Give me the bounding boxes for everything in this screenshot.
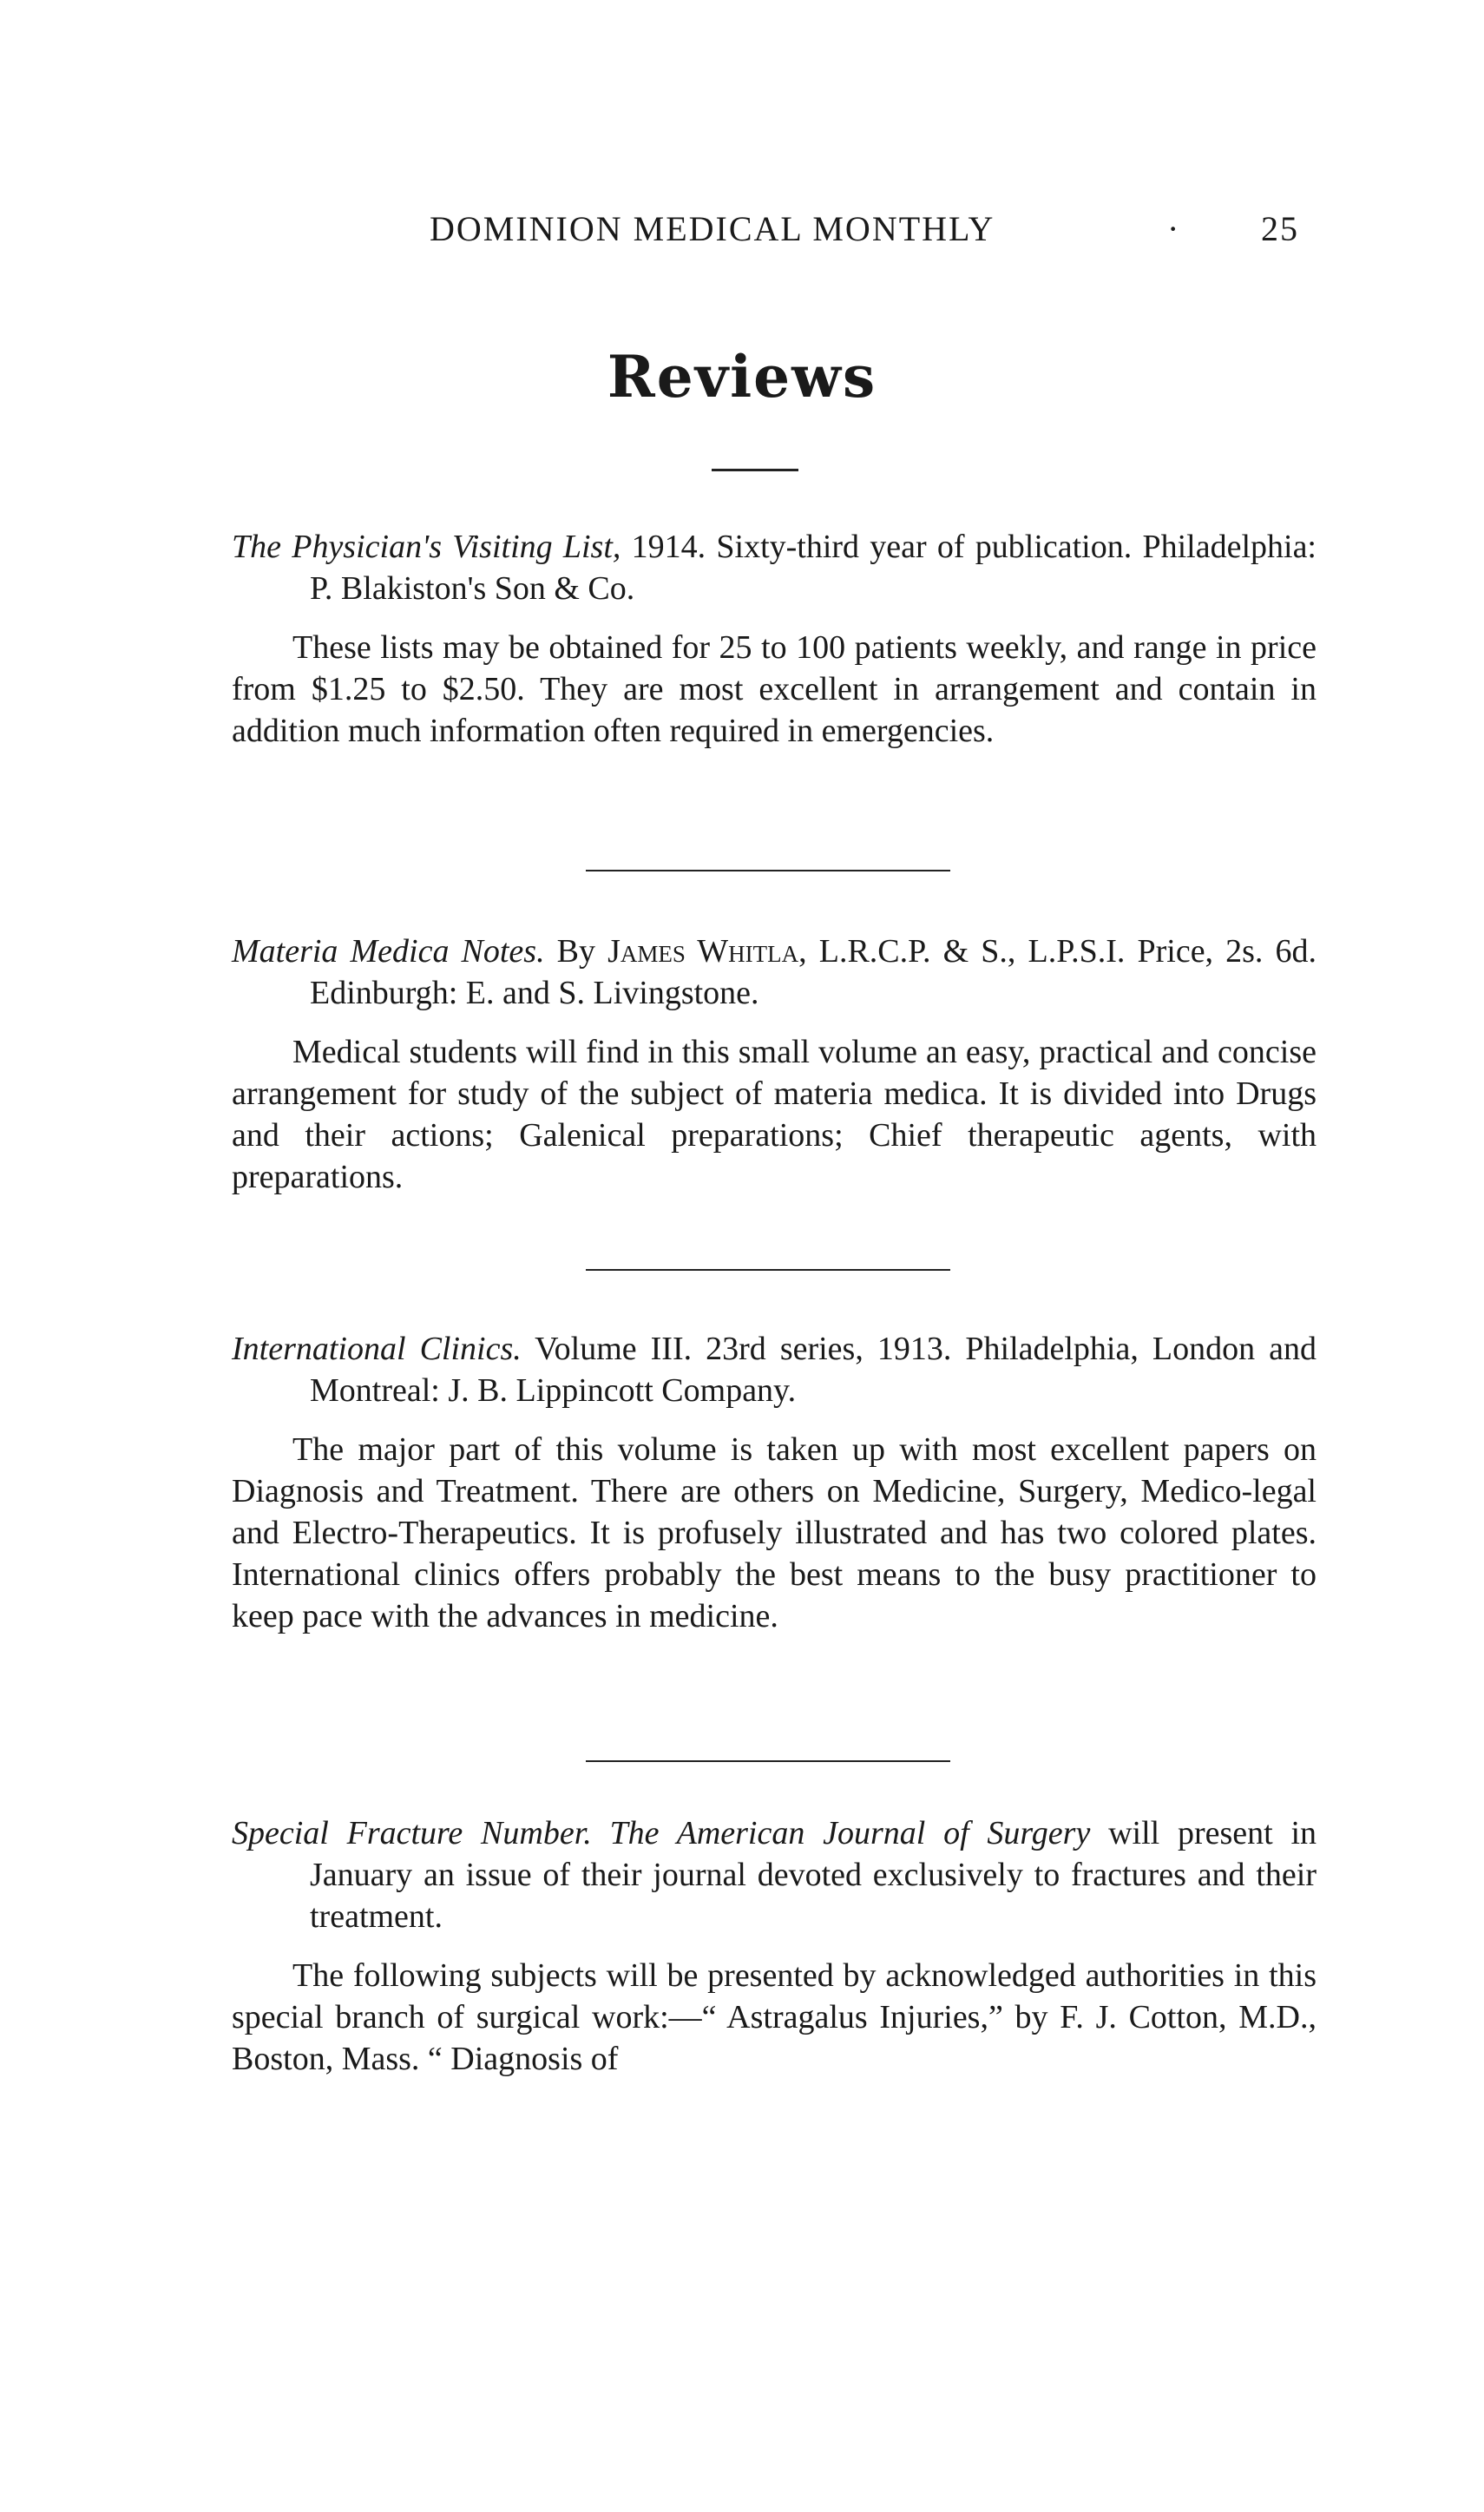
citation-details: will present in January an issue of their journal devoted exclusively to fractures and their treatment. bbox=[310, 1815, 1317, 1935]
review-body: The major part of this volume is taken up with most excellent papers on Diagnosis and Treatment. There are others on Medicine, Surgery, Medico-legal and Electro-Therapeutics. It is profusely illustrated and has two colored plates. International clinics offers probably the best means to the busy practitioner to keep pace with the advances in medicine. bbox=[232, 1431, 1317, 1634]
review-entry bbox=[232, 1812, 1317, 2080]
journal-title: The American Journal of Surgery bbox=[609, 1815, 1091, 1851]
review-divider bbox=[586, 1760, 950, 1762]
review-citation bbox=[232, 1328, 1317, 1411]
author-name: James Whitla, bbox=[607, 933, 807, 970]
citation-details: L.R.C.P. & S., L.P.S.I. Price, 2s. 6d. Edinburgh: E. and S. Livingstone. bbox=[310, 933, 1317, 1011]
section-title: Reviews bbox=[607, 343, 877, 411]
running-title: DOMINION MEDICAL MONTHLY bbox=[430, 209, 995, 248]
header-separator: · bbox=[1167, 209, 1181, 248]
review-body: Medical students will find in this small volume an easy, practical and concise arrangement for study of the subject of materia medica. It is divided into Drugs and their actions; Galenical preparations; Chief therapeutic agents, with preparations. bbox=[232, 1034, 1317, 1195]
citation-details: Volume III. 23rd series, 1913. Philadelphia, London and Montreal: J. B. Lippincott Company. bbox=[310, 1331, 1317, 1409]
review-citation bbox=[232, 526, 1317, 609]
review-divider bbox=[586, 1269, 950, 1271]
book-title: Materia Medica Notes. bbox=[232, 933, 545, 970]
citation-by: By bbox=[556, 933, 596, 970]
review-citation bbox=[232, 1812, 1317, 1937]
book-title: The Physician's Visiting List, bbox=[232, 529, 621, 565]
review-citation bbox=[232, 930, 1317, 1014]
book-title: International Clinics. bbox=[232, 1331, 522, 1367]
review-body: The following subjects will be presented by acknowledged authorities in this special branch of surgical work:—“ Astragalus Injuries,” by F. J. Cotton, M.D., Boston, Mass. “ Diagnosis of bbox=[232, 1957, 1317, 2077]
review-entry bbox=[232, 526, 1317, 752]
review-entry bbox=[232, 930, 1317, 1198]
citation-details: 1914. Sixty-third year of publication. Philadelphia: P. Blakiston's Son & Co. bbox=[310, 529, 1317, 607]
review-divider bbox=[586, 870, 950, 871]
page-number: 25 bbox=[1261, 209, 1299, 248]
title-divider bbox=[712, 469, 798, 471]
book-title: Special Fracture Number. bbox=[232, 1815, 592, 1851]
review-entry bbox=[232, 1328, 1317, 1637]
review-body: These lists may be obtained for 25 to 100 patients weekly, and range in price from $1.25 to $2.50. They are most excellent in arrangement and contain in addition much information often required in emergencies. bbox=[232, 629, 1317, 749]
